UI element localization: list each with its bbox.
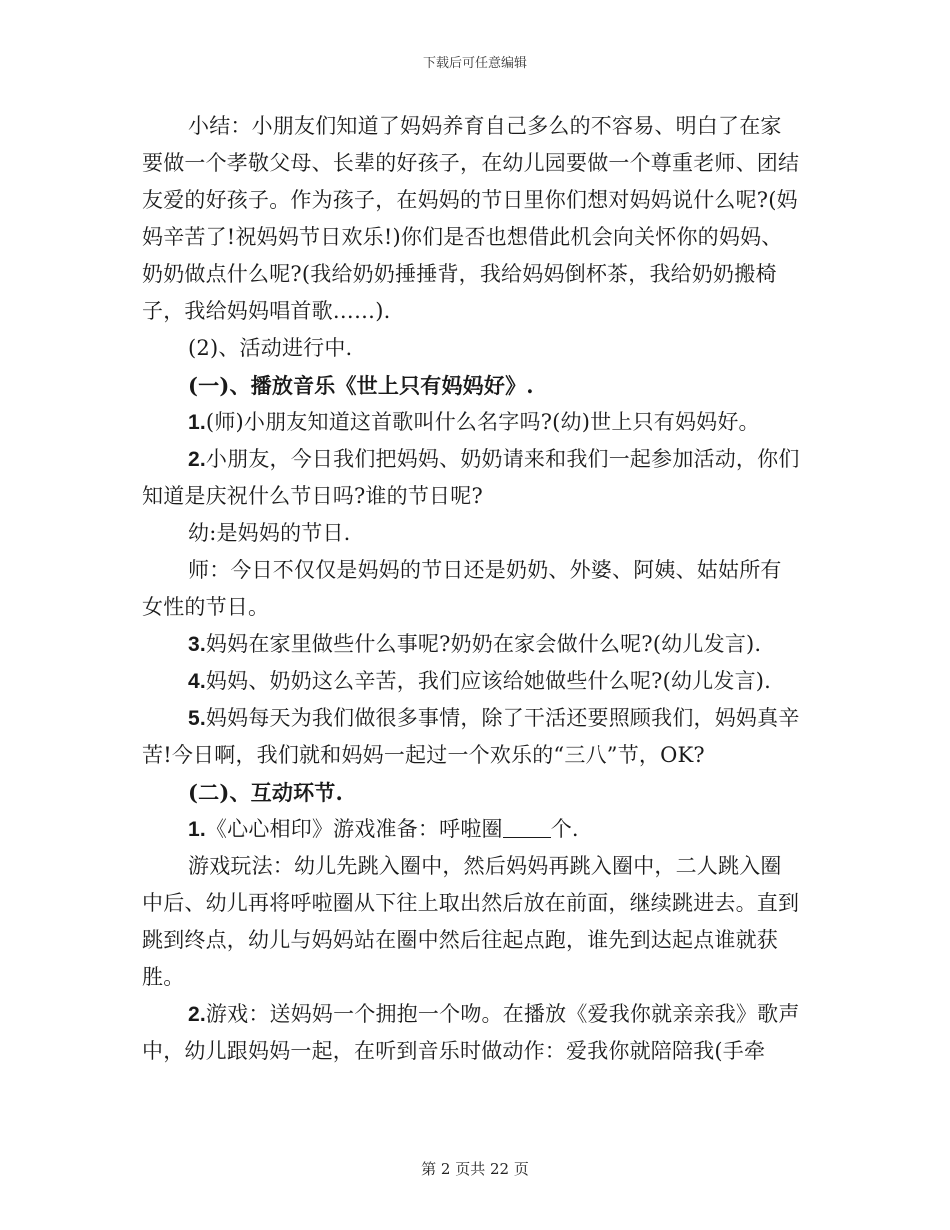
list-text: 小朋友，今日我们把妈妈、奶奶请来和我们一起参加活动，你们知道是庆祝什么节日吗?谁的节日呢? <box>142 447 800 508</box>
list-text: 妈妈在家里做些什么事呢?奶奶在家会做什么呢?(幼儿发言). <box>205 632 762 656</box>
list-item-4 <box>142 663 802 700</box>
list-number: 3. <box>188 633 206 656</box>
game-item-1 <box>142 811 802 848</box>
activity-paragraph: (2)、活动进行中. <box>188 336 353 360</box>
list-number: 2. <box>188 1003 206 1026</box>
list-item-1 <box>142 404 802 441</box>
list-number: 1. <box>188 818 206 841</box>
list-number: 1. <box>188 411 206 434</box>
section-title-music: (一)、播放音乐《世上只有妈妈好》. <box>188 373 534 398</box>
summary-paragraph: 小结：小朋友们知道了妈妈养育自己多么的不容易、明白了在家要做一个孝敬父母、长辈的好孩子，在幼儿园要做一个尊重老师、团结友爱的好孩子。作为孩子，在妈妈的节日里你们想对妈妈说什么呢?(妈妈辛苦了!祝妈妈节日欢乐!)你们是否也想借此机会向关怀你的妈妈、奶奶做点什么呢?(我给奶奶捶捶背，我给妈妈倒杯茶，我给奶奶搬椅子，我给妈妈唱首歌……). <box>142 114 800 323</box>
game-item-2 <box>142 996 802 1070</box>
list-text: 妈妈、奶奶这么辛苦，我们应该给她做些什么呢?(幼儿发言). <box>205 669 772 693</box>
fill-in-blank <box>503 817 551 838</box>
page-footer: 第 2 页共 22 页 <box>421 1160 529 1178</box>
list-text: (师)小朋友知道这首歌叫什么名字吗?(幼)世上只有妈妈好。 <box>205 410 760 434</box>
list-text: 游戏：送妈妈一个拥抱一个吻。在播放《爱我你就亲亲我》歌声中，幼儿跟妈妈一起，在听到音乐时做动作：爱我你就陪陪我(手牵 <box>142 1002 800 1063</box>
list-number: 4. <box>188 670 206 693</box>
document-body <box>142 108 802 1070</box>
game-rules-paragraph: 游戏玩法：幼儿先跳入圈中，然后妈妈再跳入圈中，二人跳入圈中后、幼儿再将呼啦圈从下往上取出然后放在前面，继续跳进去。直到跳到终点，幼儿与妈妈站在圈中然后往起点跑，谁先到达起点谁就获胜。 <box>142 854 800 989</box>
game-prep-unit: 个. <box>550 817 579 841</box>
section-title-interaction: (二)、互动环节. <box>188 780 343 805</box>
list-item-3 <box>142 626 802 663</box>
teacher-answer: 师：今日不仅仅是妈妈的节日还是奶奶、外婆、阿姨、姑姑所有女性的节日。 <box>142 558 782 619</box>
page-header: 下载后可任意编辑 <box>422 56 527 71</box>
game-prep-text: 《心心相印》游戏准备：呼啦圈 <box>205 817 503 841</box>
list-number: 5. <box>188 707 206 730</box>
list-item-2 <box>142 441 802 515</box>
list-text: 妈妈每天为我们做很多事情，除了干活还要照顾我们，妈妈真辛苦!今日啊，我们就和妈妈一起过一个欢乐的“三八”节，OK? <box>142 706 800 767</box>
list-number: 2. <box>188 448 206 471</box>
child-answer: 幼:是妈妈的节日. <box>188 521 351 545</box>
list-item-5 <box>142 700 802 774</box>
